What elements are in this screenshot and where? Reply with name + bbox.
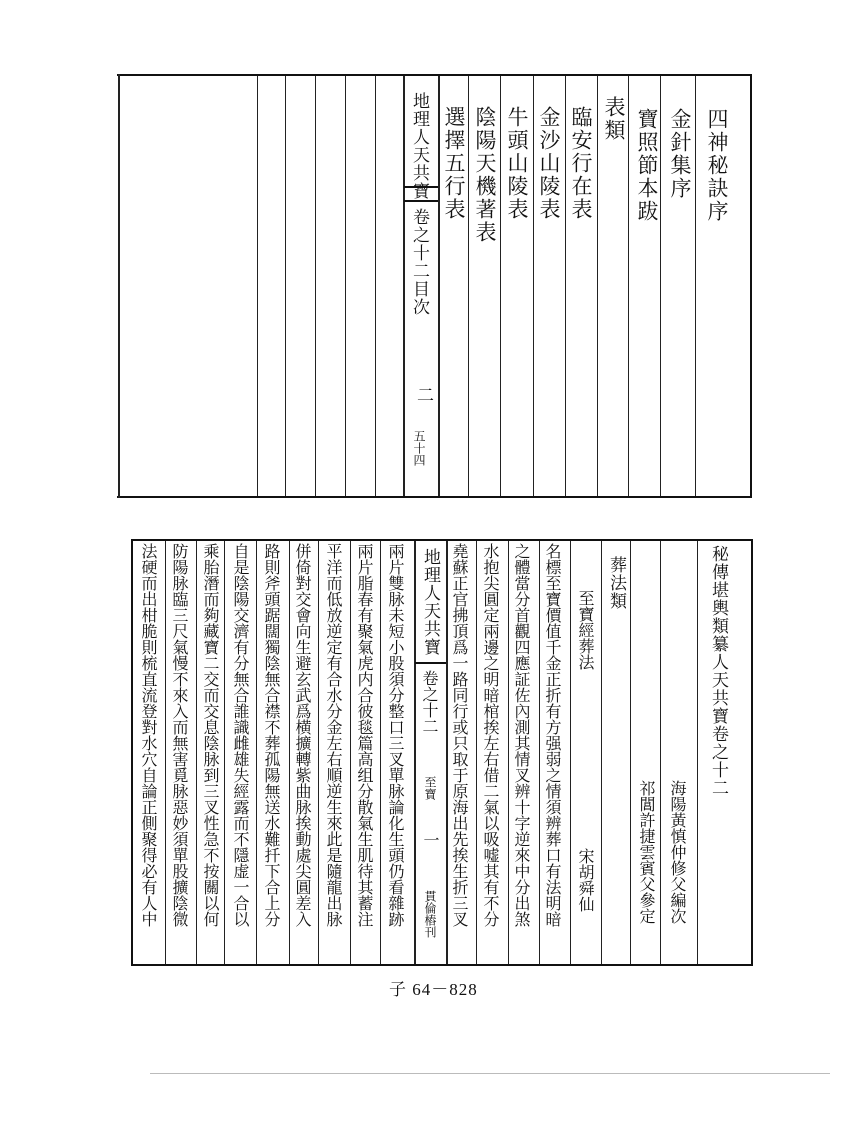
- body-column: 水抱尖圓定兩邊之明暗棺挨左右借二氣以吸嘘其有不分: [481, 543, 500, 927]
- upper-title-column: 四神秘訣序: [705, 108, 729, 223]
- body-column: 法硬而出柑脆則梳直流登對水穴自論正側聚得必有人中: [139, 543, 158, 927]
- column-rule: [257, 76, 258, 496]
- column-rule: [570, 541, 571, 964]
- column-rule: [318, 541, 319, 964]
- compiler-column: 海陽黃慎仲修父編次: [668, 780, 687, 924]
- column-rule: [697, 541, 698, 964]
- column-rule: [695, 76, 696, 496]
- column-rule: [345, 76, 346, 496]
- upper-left-edge: [118, 74, 120, 498]
- column-rule: [403, 76, 405, 496]
- column-rule: [597, 76, 598, 496]
- section-heading: 葬法類: [606, 556, 626, 610]
- body-column: 防陽脉臨三尺氣慢不來入而無害覓脉惡妙須單股擴陰微: [170, 543, 189, 927]
- column-rule: [476, 541, 477, 964]
- column-rule: [508, 541, 509, 964]
- column-rule: [285, 76, 286, 496]
- column-rule: [446, 541, 448, 964]
- column-rule: [438, 76, 440, 496]
- column-rule: [256, 541, 257, 964]
- column-rule: [533, 76, 534, 496]
- column-rule: [630, 541, 631, 964]
- body-column: 平洋而低放逆定有合水分金左右順逆生來此是隨龍出脉: [324, 543, 343, 927]
- column-rule: [196, 541, 197, 964]
- fish-tail-mark: [404, 186, 438, 188]
- lower-title-column: 秘傳堪輿類纂人天共寶卷之十二: [708, 545, 728, 797]
- upper-column-4: 表類: [602, 96, 626, 142]
- column-rule: [500, 76, 501, 496]
- author: 宋胡舜仙: [576, 848, 595, 912]
- lower-margin-volume: 卷之十二: [420, 670, 439, 734]
- column-rule: [628, 76, 629, 496]
- body-column: 併倚對交會向生避玄武爲横擴轉紫曲脉挨動處尖圓差入: [293, 543, 312, 927]
- body-column: 之體當分首觀四應証佐內測其情叉辨十字逆來中分出煞: [512, 543, 531, 927]
- fish-tail-mark: [404, 200, 438, 202]
- upper-margin-page: 二: [413, 386, 433, 404]
- editor-column: 祁閶許捷雲賓父參定: [637, 780, 656, 924]
- column-rule: [289, 541, 290, 964]
- column-rule: [414, 541, 416, 964]
- fish-tail-mark: [415, 662, 446, 664]
- upper-column-7: 牛頭山陵表: [505, 106, 529, 221]
- body-column: 名標至寶價值千金正折有方强弱之情須辨葬口有法明暗: [543, 543, 562, 927]
- column-rule: [380, 541, 381, 964]
- lower-margin-publisher: 貫倫樁刊: [423, 890, 437, 938]
- column-rule: [601, 541, 602, 964]
- column-rule: [565, 76, 566, 496]
- body-column: 乘胎潛而夠藏寶二交而交息陰脉到三叉性急不按關以何: [201, 543, 220, 927]
- page-reference: 子 64－828: [389, 980, 478, 999]
- column-rule: [468, 76, 469, 496]
- body-column: 兩片脂春有聚氣虎内合彼毯篇高组分散氣生肌待其蓄注: [355, 543, 374, 927]
- column-rule: [539, 541, 540, 964]
- subtitle: 至寶經葬法: [576, 590, 595, 670]
- lower-margin-title: 地理人天共寶: [420, 548, 440, 656]
- bottom-scan-rule: [150, 1073, 830, 1074]
- column-rule: [165, 541, 166, 964]
- body-column: 堯蘇正官拂頂爲一路同行或只取于原海出先挨生折三叉: [450, 543, 469, 927]
- upper-column-9: 選擇五行表: [442, 106, 466, 221]
- lower-margin-chapter: 至寶: [423, 776, 437, 800]
- column-rule: [375, 76, 376, 496]
- body-column: 自是陰陽交濟有分無合誰識雌雄失經露而不隱虚一合以: [231, 543, 250, 927]
- column-rule: [350, 541, 351, 964]
- column-rule: [315, 76, 316, 496]
- upper-margin-sheet: 五十四: [412, 430, 426, 466]
- upper-column-6: 金沙山陵表: [537, 106, 561, 221]
- upper-margin-title: 地理人天共寶: [409, 92, 429, 200]
- upper-column-8: 陰陽天機著表: [473, 106, 497, 244]
- column-rule: [660, 541, 661, 964]
- body-column: 路則斧頭踞闊獨陰無合襟不葬孤陽無送水難扦下合上分: [262, 543, 281, 927]
- lower-margin-page: 一: [421, 832, 440, 848]
- upper-margin-volume: 卷之十二目次: [409, 208, 429, 316]
- upper-column-3: 寶照節本跋: [635, 108, 659, 223]
- upper-column-5: 臨安行在表: [569, 106, 593, 221]
- column-rule: [660, 76, 661, 496]
- upper-column-2: 金針集序: [668, 108, 692, 200]
- column-rule: [224, 541, 225, 964]
- body-column: 兩片雙脉未短小股須分整口三叉單脉論化生頭仍看雜跡: [386, 543, 405, 927]
